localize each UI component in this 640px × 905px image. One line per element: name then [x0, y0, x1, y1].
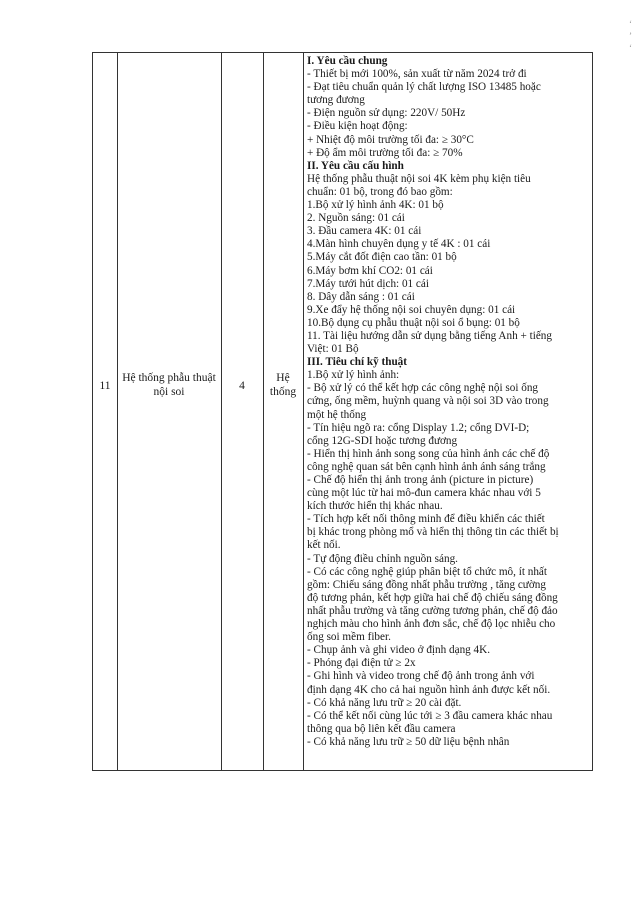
- spec-line: cùng một lúc từ hai mô-đun camera khác nhau với 5: [307, 487, 541, 500]
- technical-specification: [307, 55, 591, 749]
- spec-line: - Tín hiệu ngõ ra: cổng Display 1.2; cổng DVI-D;: [307, 421, 530, 434]
- spec-line: 1.Bộ xử lý hình ảnh 4K: 01 bộ: [307, 199, 444, 212]
- margin-mark: ʻ: [629, 19, 632, 29]
- spec-line: 1.Bộ xử lý hình ảnh:: [307, 369, 400, 382]
- spec-line: - Chế độ hiển thị ảnh trong ảnh (picture in picture): [307, 474, 534, 486]
- item-quantity: 4: [239, 380, 245, 392]
- spec-line: nghịch màu cho hình ảnh đơn sắc, chế độ lọc nhiễu cho: [307, 618, 556, 631]
- spec-line: - Có thể kết nối cùng lúc tới ≥ 3 đầu camera khác nhau: [307, 709, 553, 722]
- item-unit: Hệ thống: [269, 372, 297, 398]
- spec-line: Việt: 01 Bộ: [307, 343, 359, 356]
- spec-line: tương đương: [307, 94, 365, 107]
- spec-line: 2. Nguồn sáng: 01 cái: [307, 212, 405, 225]
- spec-line: - Thiết bị mới 100%, sản xuất từ năm 2024 trở đi: [307, 68, 527, 81]
- item-name: Hệ thống phẫu thuật nội soi: [122, 372, 216, 398]
- spec-section-heading: I. Yêu cầu chung: [307, 55, 388, 67]
- spec-line: 11. Tài liệu hướng dẫn sử dụng bằng tiếng Anh + tiếng: [307, 329, 552, 342]
- spec-line: công nghệ quan sát bên cạnh hình ảnh ánh sáng trắng: [307, 460, 546, 473]
- margin-marks: [629, 18, 632, 54]
- spec-line: một hệ thống: [307, 408, 367, 421]
- spec-line: 10.Bộ dụng cụ phẫu thuật nội soi ổ bụng: 01 bộ: [307, 316, 520, 329]
- spec-line: ống soi mềm fiber.: [307, 631, 391, 644]
- spec-line: - Điện nguồn sử dụng: 220V/ 50Hz: [307, 107, 466, 120]
- spec-line: + Nhiệt độ môi trường tối đa: ≥ 30°C: [307, 133, 474, 146]
- spec-line: - Có khả năng lưu trữ ≥ 50 dữ liệu bệnh nhân: [307, 735, 510, 748]
- spec-line: 6.Máy bơm khí CO2: 01 cái: [307, 264, 433, 277]
- spec-line: - Tích hợp kết nối thông minh để điều khiển các thiết: [307, 513, 545, 526]
- row-number: 11: [99, 380, 111, 392]
- spec-line: - Ghi hình và video trong chế độ ảnh trong ảnh với: [307, 670, 535, 683]
- spec-line: 8. Dây dẫn sáng : 01 cái: [307, 290, 415, 303]
- spec-line: chuẩn: 01 bộ, trong đó bao gồm:: [307, 185, 453, 198]
- spec-line: - Điều kiện hoạt động:: [307, 120, 408, 133]
- spec-line: 7.Máy tưới hút dịch: 01 cái: [307, 277, 429, 290]
- spec-line: - Tự động điều chỉnh nguồn sáng.: [307, 552, 458, 565]
- column-divider: [263, 53, 264, 770]
- spec-section-heading: II. Yêu cầu cấu hình: [307, 159, 404, 172]
- spec-line: nhất phẫu trường và tăng cường tương phản, chế độ đảo: [307, 604, 558, 617]
- spec-line: 4.Màn hình chuyên dụng y tế 4K : 01 cái: [307, 238, 491, 251]
- spec-line: độ tương phản, kết hợp giữa hai chế độ chiếu sáng đồng: [307, 591, 558, 604]
- spec-line: 9.Xe đẩy hệ thống nội soi chuyên dụng: 01 cái: [307, 303, 516, 316]
- spec-line: - Có các công nghệ giúp phân biệt tổ chức mô, ít nhất: [307, 565, 548, 578]
- spec-table: [92, 52, 593, 771]
- column-divider: [303, 53, 304, 770]
- spec-line: + Độ ẩm môi trường tối đa: ≥ 70%: [307, 146, 463, 159]
- spec-line: - Bộ xử lý có thể kết hợp các công nghệ nội soi ống: [307, 382, 539, 395]
- spec-line: - Có khả năng lưu trữ ≥ 20 cài đặt.: [307, 696, 462, 709]
- spec-line: - Hiển thị hình ảnh song song của hình ảnh các chế độ: [307, 447, 550, 460]
- margin-mark: ʼ: [629, 31, 632, 41]
- spec-line: Hệ thống phẫu thuật nội soi 4K kèm phụ kiện tiêu: [307, 172, 531, 185]
- column-divider: [221, 53, 222, 770]
- spec-line: 5.Máy cắt đốt điện cao tần: 01 bộ: [307, 251, 457, 264]
- spec-line: kích thước hiển thị khác nhau.: [307, 500, 443, 513]
- spec-line: - Chụp ảnh và ghi video ở định dạng 4K.: [307, 644, 491, 657]
- spec-line: - Phóng đại điện tử ≥ 2x: [307, 657, 416, 670]
- spec-line: bị khác trong phòng mổ và hiển thị thông tin các thiết bị: [307, 526, 559, 539]
- spec-line: kết nối.: [307, 539, 341, 552]
- spec-line: - Đạt tiêu chuẩn quản lý chất lượng ISO 13485 hoặc: [307, 81, 541, 94]
- spec-line: 3. Đầu camera 4K: 01 cái: [307, 225, 422, 238]
- margin-mark: ʻ: [629, 43, 632, 53]
- spec-line: cứng, ống mềm, huỳnh quang và nội soi 3D vào trong: [307, 395, 549, 408]
- spec-line: định dạng 4K cho cả hai nguồn hình ảnh được kết nối.: [307, 683, 551, 696]
- spec-section-heading: III. Tiêu chí kỹ thuật: [307, 356, 407, 369]
- spec-line: gồm: Chiếu sáng đồng nhất phẫu trường , tăng cường: [307, 578, 546, 591]
- spec-line: cổng 12G-SDI hoặc tương đương: [307, 434, 458, 447]
- spec-line: thông qua bộ liên kết đầu camera: [307, 722, 456, 735]
- column-divider: [117, 53, 118, 770]
